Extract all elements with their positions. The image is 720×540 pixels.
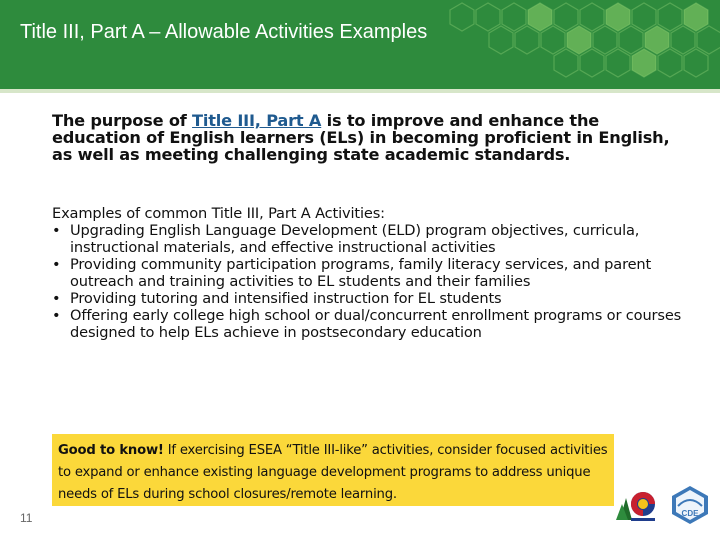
list-item-text: Offering early college high school or dual/concurrent enrollment programs or courses designed to help ELs achieve in postsecondary education [70, 307, 682, 341]
header-divider [0, 89, 720, 93]
list-item-text: Providing tutoring and intensified instruction for EL students [70, 290, 502, 307]
slide-title: Title III, Part A – Allowable Activities Examples [20, 21, 428, 43]
colorado-logo-icon [612, 484, 662, 524]
list-item [52, 290, 692, 307]
bullet-icon: • [52, 256, 61, 273]
list-item [52, 256, 692, 290]
purpose-prefix: The purpose of [52, 111, 193, 130]
purpose-suffix: is to improve and enhance the education of English learners (ELs) in becoming proficient in English, as well as meeting challenging state academic standards. [52, 111, 670, 164]
list-item [52, 222, 692, 256]
cde-logo-icon [666, 484, 714, 524]
slide-header [0, 0, 720, 93]
cde-logo-text: CDE [681, 509, 699, 518]
callout-lead: Good to know! [58, 443, 164, 458]
hexagon-pattern-decoration [420, 0, 720, 90]
examples-section [52, 205, 692, 341]
examples-intro: Examples of common Title III, Part A Activities: [52, 205, 385, 222]
list-item-text: Upgrading English Language Development (ELD) program objectives, curricula, instructional materials, and effective instructional activities [70, 222, 640, 256]
bullet-icon: • [52, 307, 61, 324]
good-to-know-callout [52, 434, 614, 506]
list-item [52, 307, 692, 341]
purpose-statement [52, 112, 692, 163]
bullet-icon: • [52, 222, 61, 239]
callout-body: If exercising ESEA “Title III-like” activities, consider focused activities to expand or enhance existing language development programs to address unique needs of ELs during school closures/remote learning. [58, 443, 608, 502]
title-iii-link[interactable]: Title III, Part A [192, 111, 322, 130]
bullet-icon: • [52, 290, 61, 307]
list-item-text: Providing community participation programs, family literacy services, and parent outreach and training activities to EL students and their families [70, 256, 652, 290]
examples-list [52, 222, 692, 341]
page-number: 11 [20, 511, 33, 525]
